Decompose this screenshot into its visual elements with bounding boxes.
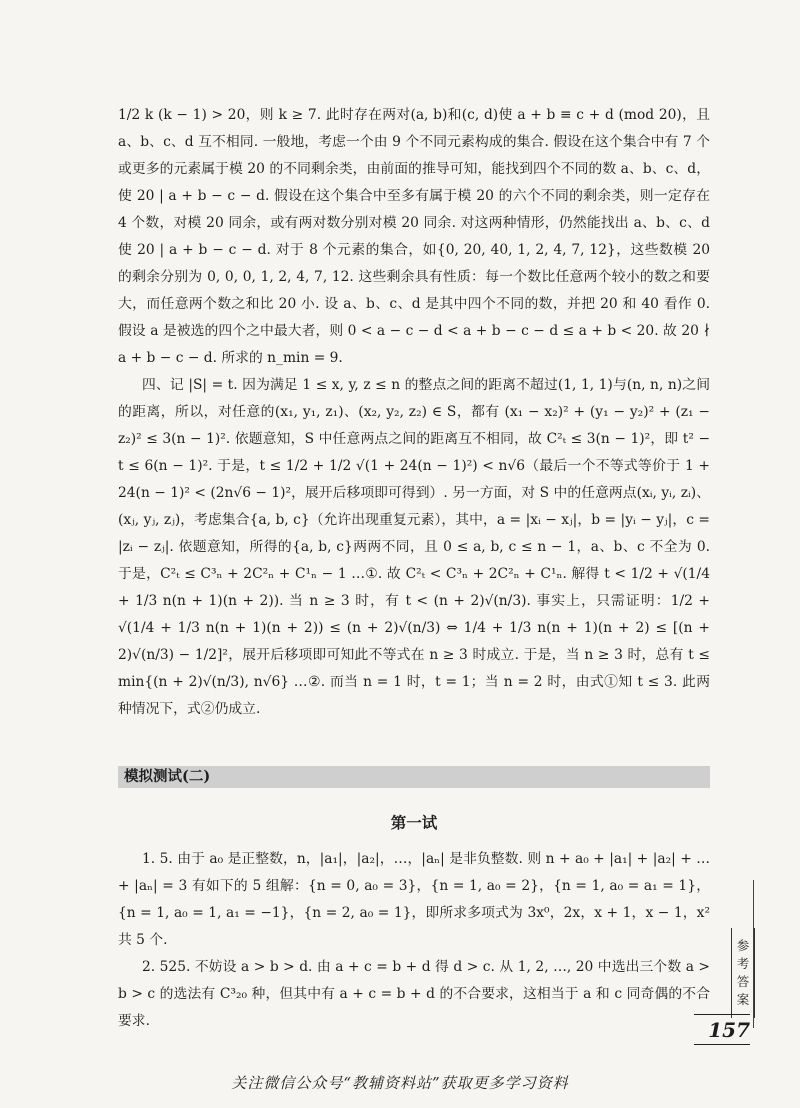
page-number-rule-bottom [694,1044,750,1045]
section-heading: 模拟测试(二) [124,768,211,785]
side-tab-char: 答 [736,974,750,989]
paragraph-problem-four: 四、记 |S| = t. 因为满足 1 ≤ x, y, z ≤ n 的整点之间的距离不超过(1, 1, 1)与(n, n, n)之间的距离，所以，对任意的(x₁, y₁, z₁)、(x₂, y₂, z₂) ∈ S，都有 (x₁ − x₂)² + (y₁ − y₂)² + (z₁ − z₂)² ≤ 3(n − 1)². 依题意知，S 中任意两点之间的距离互不相同，故 C²ₜ ≤ 3(n − 1)²，即 t² − t ≤ 6(n − 1)². 于是，t ≤ 1/2 + 1/2 √(1 + 24(n − 1)²) < n√6（最后一个不等式等价于 1 + 24(n − 1)² < (2n√6 − 1)²，展开后移项即可得到）. 另一方面，对 S 中的任意两点(xᵢ, yᵢ, zᵢ)、(xⱼ, yⱼ, zⱼ)，考虑集合{a, b, c}（允许出现重复元素），其中，a = |xᵢ − xⱼ|，b = |yᵢ − yⱼ|，c = |zᵢ − zⱼ|. 依题意知，所得的{a, b, c}两两不同，且 0 ≤ a, b, c ≤ n − 1，a、b、c 不全为 0. 于是，C²ₜ ≤ C³ₙ + 2C²ₙ + C¹ₙ − 1 …①. 故 C²ₜ < C³ₙ + 2C²ₙ + C¹ₙ. 解得 t < 1/2 + √(1/4 + 1/3 n(n + 1)(n + 2)). 当 n ≥ 3 时，有 t < (n + 2)√(n/3). 事实上，只需证明：1/2 + √(1/4 + 1/3 n(n + 1)(n + 2)) ≤ (n + 2)√(n/3) ⇔ 1/4 + 1/3 n(n + 1)(n + 2) ≤ [(n + 2)√(n/3) − 1/2]²，展开后移项即可知此不等式在 n ≥ 3 时成立. 于是，当 n ≥ 3 时，总有 t ≤ min{(n + 2)√(n/3), n√6} …②. 而当 n = 1 时，t = 1；当 n = 2 时，由式①知 t ≤ 3. 此两种情况下，式②仍成立. [118,377,710,717]
side-tab-answers [731,928,755,1018]
solution-part-one [118,102,710,723]
sub-heading: 第一试 [390,813,438,832]
solution-part-two [118,846,710,1035]
footer-note: 关注微信公众号“教辅资料站”获取更多学习资料 [231,1074,569,1092]
side-tab-char: 考 [736,956,750,971]
side-tab-char: 案 [736,992,750,1007]
paragraph-problem-three-end: 1/2 k (k − 1) > 20，则 k ≥ 7. 此时存在两对(a, b)和(c, d)使 a + b ≡ c + d (mod 20)，且 a、b、c、d 互不相同. 一般地，考虑一个由 9 个不同元素构成的集合. 假设在这个集合中有 7 个或更多的元素属于模 20 的不同剩余类，由前面的推导可知，能找到四个不同的数 a、b、c、d，使 20 | a + b − c − d. 假设在这个集合中至多有属于模 20 的六个不同的剩余类，则一定存在 4 个数，对模 20 同余，或有两对数分别对模 20 同余. 对这两种情形，仍然能找出 a、b、c、d 使 20 | a + b − c − d. 对于 8 个元素的集合，如{0, 20, 40, 1, 2, 4, 7, 12}，这些数模 20 的剩余分别为 0, 0, 0, 1, 2, 4, 7, 12. 这些剩余具有性质：每一个数比任意两个较小的数之和要大，而任意两个数之和比 20 小. 设 a、b、c、d 是其中四个不同的数，并把 20 和 40 看作 0. 假设 a 是被选的四个之中最大者，则 0 < a − c − d < a + b − c − d ≤ a + b < 20. 故 20 ∤ a + b − c − d. 所求的 n_min = 9. [118,107,710,366]
page-number-rule-top [694,1014,750,1015]
section-heading-bar [118,766,710,788]
page-number: 157 [708,1018,750,1042]
paragraph-answer-one: 1. 5. 由于 a₀ 是正整数，n，|a₁|，|a₂|，…，|aₙ| 是非负整数. 则 n + a₀ + |a₁| + |a₂| + … + |aₙ| = 3 有如下的 5 组解：{n = 0, a₀ = 3}，{n = 1, a₀ = 2}，{n = 1, a₀ = a₁ = 1}，{n = 1, a₀ = 1, a₁ = −1}，{n = 2, a₀ = 1}，即所求多项式为 3x⁰，2x，x + 1，x − 1，x² 共 5 个. [118,851,710,948]
side-tab-char: 参 [736,938,750,953]
paragraph-answer-two: 2. 525. 不妨设 a > b > d. 由 a + c = b + d 得 d > c. 从 1, 2, …, 20 中选出三个数 a > b > c 的选法有 C³₂₀ 种，但其中有 a + c = b + d 的不合要求，这相当于 a 和 c 同奇偶的不合要求. [118,959,710,1029]
